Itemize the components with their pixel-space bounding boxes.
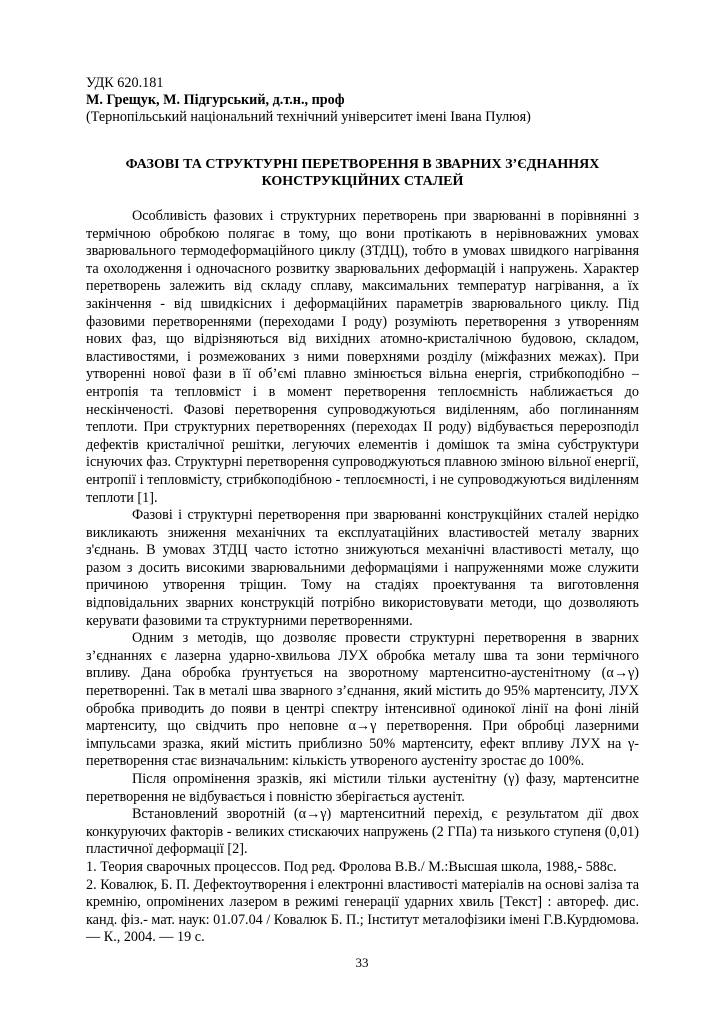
udk-code: УДК 620.181 <box>86 75 164 91</box>
reference-item: 2. Ковалюк, Б. П. Дефектоутворення і електронні властивості матеріалів на основі заліза та кремнію, опромінених лазером в режимі генерації ударних хвиль [Текст] : автореф. дис. канд. фіз.- мат. наук: 01.07.04 / Ковалюк Б. П.; Інститут металофізики імені Г.В.Курдюмова. — К., 2004. — 19 с. <box>86 876 640 946</box>
paper-title-line-1: ФАЗОВІ ТА СТРУКТУРНІ ПЕРЕТВОРЕННЯ В ЗВАРНИХ З’ЄДНАННЯХ <box>125 157 600 172</box>
reference-item: 1. Теория сварочных процессов. Под ред. Фролова В.В./ М.:Высшая школа, 1988,- 588с. <box>86 858 617 875</box>
paragraph: Фазові і структурні перетворення при зварюванні конструкційних сталей нерідко викликають зниження механічних та експлуатаційних властивостей металу зварних з'єднань. В умовах ЗТДЦ часто істотно знижуються механічні властивості металу, що разом з досить високими зварювальними деформаціями і напруженнями може служити причиною утворення тріщин. Тому на стадіях проектування та виготовлення відповідальних зварних конструкцій потрібно використовувати методи, що дозволяють керувати фазовими та структурними перетвореннями. <box>86 507 639 629</box>
paragraph: Особливість фазових і структурних перетворень при зварюванні в порівнянні з термічною обробкою полягає в тому, що вони протікають в нерівноважних умовах зварювального термодеформаційного циклу (ЗТДЦ), тобто в умовах швидкого нагрівання та охолодження і одночасного розвитку зварювальних деформацій і напружень. Характер перетворень залежить від складу сплаву, максимальних температур нагрівання, а їх закінчення - від швидкісних і деформаційних параметрів зварювального циклу. Під фазовими перетвореннями (переходами I роду) розуміють перетворення з утворенням нових фаз, що відрізняються від вихідних атомно-кристалічною будовою, складом, властивостями, і розмежованих з ними поверхнями розділу (міжфазних межах). При утворенні нової фази в її об’ємі плавно змінюється вільна енергія, стрибкоподібно – ентропія та тепловміст і в момент перетворення теплоємність наближається до нескінченості. Фазові перетворення супроводжуються виділенням, або поглинанням теплоти. При структурних перетвореннях (переходах II роду) відбувається перерозподіл дефектів кристалічної решітки, легуючих елементів і домішок та зміна субструктури існуючих фаз. Структурні перетворення супроводжуються плавною зміною вільної енергії, ентропії і тепловмісту, стрибкоподібною - теплоємності, і не супроводжуються виділенням теплоти [1]. <box>86 208 639 506</box>
paragraph: Встановлений зворотній (α→γ) мартенситний перехід, є результатом дії двох конкуруючих факторів - великих стискаючих напружень (2 ГПа) та низького ступеня (0,01) пластичної деформації [2]. <box>86 806 639 858</box>
paper-title <box>86 156 639 190</box>
authors: М. Грещук, М. Підгурський, д.т.н., проф <box>86 92 345 108</box>
paper-title-line-2: КОНСТРУКЦІЙНИХ СТАЛЕЙ <box>261 174 464 189</box>
paragraph: Одним з методів, що дозволяє провести структурні перетворення в зварних з’єднаннях є лазерна ударно-хвильова ЛУХ обробка металу шва та зони термічного впливу. Дана обробка ґрунтується на зворотному мартенситно-аустенітному (α→γ) перетворенні. Так в металі шва зварного з’єднання, який містить до 95% мартенситу, ЛУХ обробка приводить до появи в центрі спектру інтенсивної одинокої лінії на фоні ліній мартенситу, що свідчить про неповне α→γ перетворення. При обробці лазерними імпульсами зразка, який містить приблизно 50% мартенситу, ефект впливу ЛУХ на γ-перетворення стає визначальним: кількість утвореного аустеніту зростає до 100%. <box>86 630 639 770</box>
paragraph: Після опромінення зразків, які містили тільки аустенітну (γ) фазу, мартенситне перетворення не відбувається і повністю зберігається аустеніт. <box>86 771 639 805</box>
paper-body <box>86 208 639 947</box>
references-list <box>86 859 639 947</box>
page-number: 33 <box>355 955 369 970</box>
affiliation: (Тернопільський національний технічний університет імені Івана Пулюя) <box>86 109 531 125</box>
